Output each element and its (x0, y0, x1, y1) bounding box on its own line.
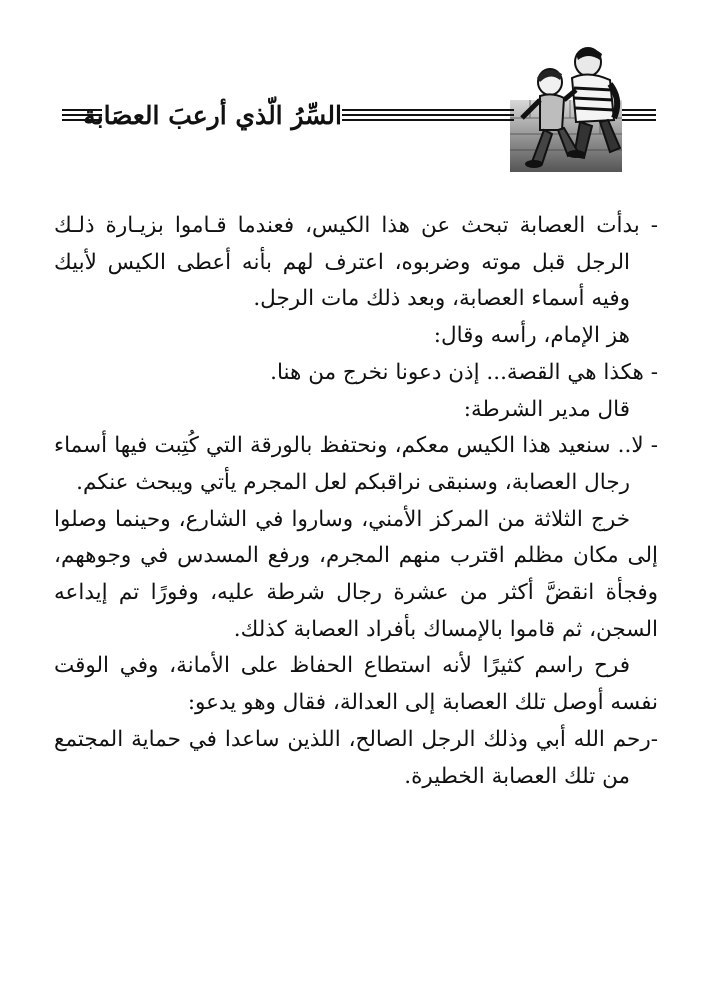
chapter-header (0, 0, 720, 190)
chapter-title: السِّرُ الّذي أرعبَ العصَابة (83, 101, 342, 130)
paragraph: -رحم الله أبي وذلك الرجل الصالح، اللذين ساعدا في حماية المجتمع من تلك العصابة الخطيرة. (54, 726, 658, 789)
chase-illustration (510, 40, 622, 172)
story-text (54, 208, 658, 795)
paragraph: قال مدير الشرطة: (463, 396, 630, 422)
paragraph: خرج الثلاثة من المركز الأمني، وساروا في الشارع، وحينما وصلوا إلى مكان مظلم اقترب منهم المجرم، ورفع المسدس في وجوههم، وفجأة انقضَّ أكثر من عشرة رجال شرطة عليه، وفورًا تم إيداعه السجن، ثم قاموا بالإمساك بأفراد العصابة كذلك. (54, 506, 658, 642)
paragraph: - بدأت العصابة تبحث عن هذا الكيس، فعندما قـاموا بزيـارة ذلـك الرجل قبل موته وضربوه، اعترف لهم بأنه أعطى الكيس لأبيك وفيه أسماء العصابة، وبعد ذلك مات الرجل. (54, 213, 658, 312)
header-rule-middle (342, 109, 514, 121)
paragraph: هز الإمام، رأسه وقال: (433, 323, 630, 349)
header-rule-left (62, 109, 102, 121)
paragraph: فرح راسم كثيرًا لأنه استطاع الحفاظ على الأمانة، وفي الوقت نفسه أوصل تلك العصابة إلى العدالة، فقال وهو يدعو: (54, 653, 658, 716)
paragraph: - هكذا هي القصة... إذن دعونا نخرج من هنا. (270, 359, 658, 385)
header-rule-right (620, 109, 656, 121)
paragraph: - لا.. سنعيد هذا الكيس معكم، ونحتفظ بالورقة التي كُتِبت فيها أسماء رجال العصابة، وسنبقى نراقبكم لعل المجرم يأتي ويبحث عنكم. (54, 433, 658, 495)
